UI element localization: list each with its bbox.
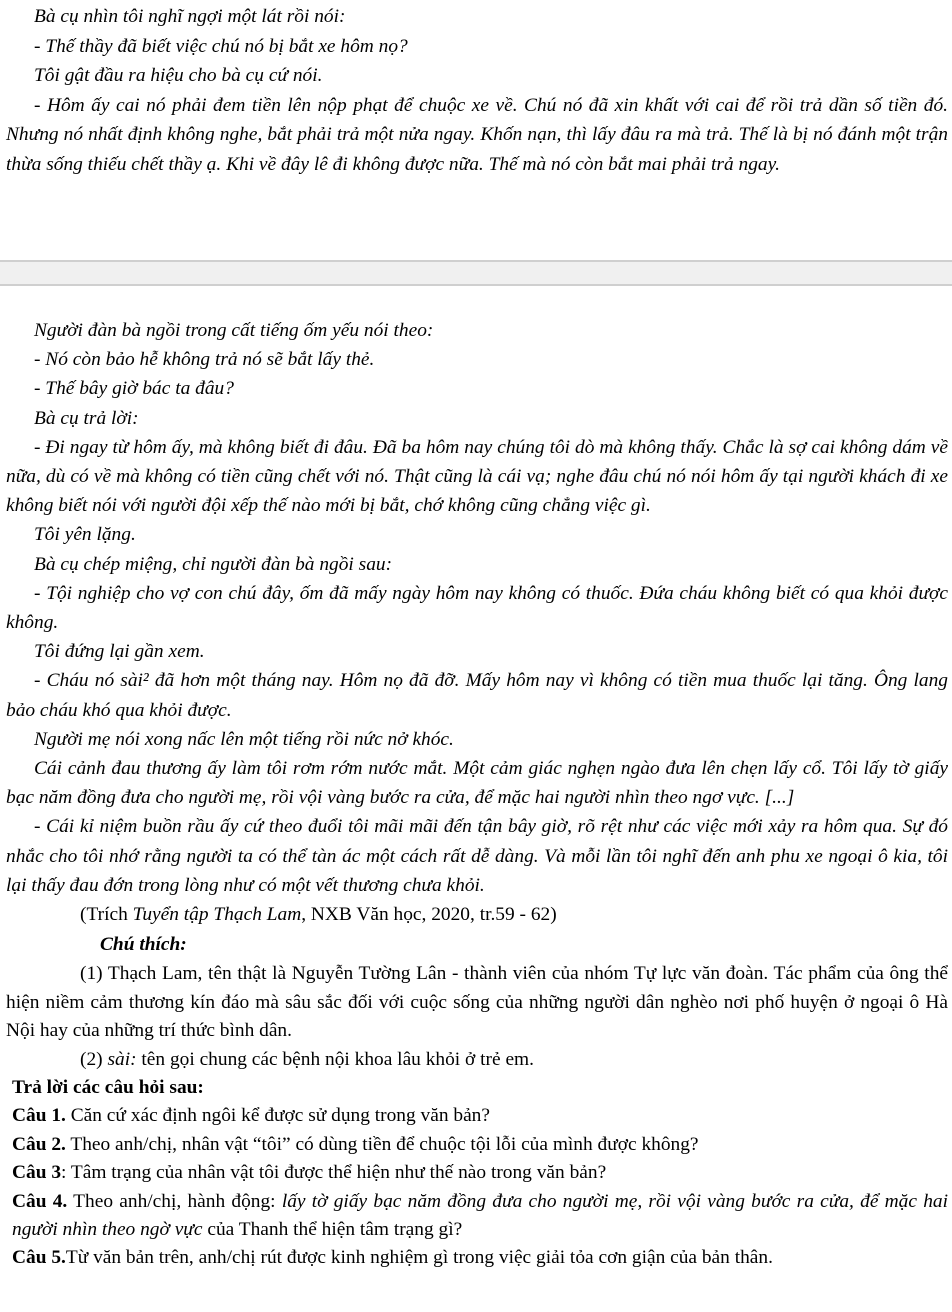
question-5-text: Từ văn bản trên, anh/chị rút được kinh nghiệm gì trong việc giải tỏa cơn giận của bản thân. <box>65 1247 773 1269</box>
source-suffix: , NXB Văn học, 2020, tr.59 - 62) <box>301 904 557 926</box>
question-5 <box>0 1244 952 1272</box>
paragraph: Cái cảnh đau thương ấy làm tôi rơm rớm nước mắt. Một cảm giác nghẹn ngào đưa lên chẹn lấy cổ. Tôi lấy tờ giấy bạc năm đồng đưa cho người mẹ, rồi vội vàng bước ra cửa, để mặc hai người nhìn theo ngơ vực. [...] <box>6 758 948 809</box>
question-4-text-b: của Thanh thể hiện tâm trạng gì? <box>202 1219 463 1241</box>
question-3-label: Câu 3 <box>12 1162 62 1184</box>
question-1-label: Câu 1. <box>12 1105 66 1127</box>
source-title: Tuyển tập Thạch Lam <box>132 904 302 926</box>
question-4-label: Câu 4. <box>12 1190 68 1212</box>
notes-title: Chú thích: <box>100 934 187 956</box>
source-prefix: (Trích <box>80 904 133 926</box>
paragraph: - Cháu nó sài² đã hơn một tháng nay. Hôm nọ đã đỡ. Mấy hôm nay vì không có tiền mua thuốc lại tăng. Ông lang bảo cháu khó qua khỏi được. <box>6 670 948 721</box>
paragraph: Tôi gật đầu ra hiệu cho bà cụ cứ nói. <box>34 65 323 87</box>
paragraph: - Thế thầy đã biết việc chú nó bị bắt xe hôm nọ? <box>34 35 408 57</box>
paragraph: - Thế bây giờ bác ta đâu? <box>34 378 234 400</box>
excerpt-top <box>0 2 952 180</box>
paragraph: Tôi yên lặng. <box>34 524 136 546</box>
note-2-prefix: (2) <box>80 1048 108 1070</box>
paragraph: - Tội nghiệp cho vợ con chú đây, ốm đã mấy ngày hôm nay không có thuốc. Đứa cháu không biết có qua khỏi được không. <box>6 582 948 634</box>
paragraph: - Đi ngay từ hôm ấy, mà không biết đi đâu. Đã ba hôm nay chúng tôi dò mà không thấy. Chắc là sợ cai không dám về nữa, dù có về mà không có tiền cũng chết với nó. Thật cũng là cái vạ; nghe đâu chú nó nói hôm ấy tại người khách đi xe không biết nói với người đội xếp thế nào mới bị bắt, chớ không cũng chẳng việc gì. <box>6 436 948 517</box>
question-2-label: Câu 2. <box>12 1133 66 1155</box>
question-2 <box>0 1131 952 1159</box>
paragraph: Bà cụ chép miệng, chỉ người đàn bà ngồi sau: <box>34 553 393 575</box>
source-citation <box>0 900 952 930</box>
paragraph: - Cái kỉ niệm buồn rầu ấy cứ theo đuổi tôi mãi mãi đến tận bây giờ, rõ rệt như các việc mới xảy ra hôm qua. Sự đó nhắc cho tôi nhớ rằng người ta có thể tàn ác một cách rất dễ dàng. Và mỗi lần tôi nghĩ đến anh phu xe ngoại ô kia, tôi lại thấy đau đớn trong lòng như có một vết thương chưa khỏi. <box>6 816 948 896</box>
note-2-text: tên gọi chung các bệnh nội khoa lâu khỏi ở trẻ em. <box>136 1048 534 1070</box>
question-4-quote: lấy tờ giấy bạc năm đồng đưa cho người mẹ, rồi vội vàng bước ra cửa, để mặc hai người nhìn theo ngờ vực <box>12 1190 949 1241</box>
question-4-text-a: Theo anh/chị, hành động: <box>67 1190 282 1212</box>
question-1 <box>0 1102 952 1130</box>
note-2-term: sài: <box>107 1048 137 1070</box>
note-1: (1) Thạch Lam, tên thật là Nguyễn Tường Lân - thành viên của nhóm Tự lực văn đoàn. Tác phẩm của ông thể hiện niềm cảm thương kín đáo mà sâu sắc đối với cuộc sống của những người dân nghèo nơi phố huyện ở ngoại ô Hà Nội hay của những trí thức bình dân. <box>6 963 948 1042</box>
question-3-text: : Tâm trạng của nhân vật tôi được thể hiện như thế nào trong văn bản? <box>61 1162 607 1184</box>
paragraph: Tôi đứng lại gần xem. <box>34 641 205 663</box>
question-2-text: Theo anh/chị, nhân vật “tôi” có dùng tiền để chuộc tội lỗi của mình được không? <box>65 1133 699 1155</box>
paragraph: - Nó còn bảo hễ không trả nó sẽ bắt lấy thẻ. <box>34 349 375 371</box>
paragraph: - Hôm ấy cai nó phải đem tiền lên nộp phạt để chuộc xe về. Chú nó đã xin khất với cai để rồi trả dần số tiền đó. Nhưng nó nhất định không nghe, bắt phải trả một nửa ngay. Khốn nạn, thì lấy đâu ra mà trả. Thế là bị nó đánh một trận thừa sống thiếu chết thầy ạ. Khi về đây lê đi không được nữa. Thế mà nó còn bắt mai phải trả ngay. <box>6 94 948 175</box>
excerpt-bottom <box>0 316 952 1273</box>
page-break-separator <box>0 260 952 286</box>
paragraph: Bà cụ trả lời: <box>34 407 139 429</box>
paragraph: Người mẹ nói xong nấc lên một tiếng rồi nức nở khóc. <box>34 728 454 750</box>
paragraph: Bà cụ nhìn tôi nghĩ ngợi một lát rồi nói: <box>34 6 346 27</box>
question-5-label: Câu 5. <box>12 1247 66 1269</box>
questions-heading: Trả lời các câu hỏi sau: <box>12 1077 204 1099</box>
note-2 <box>0 1046 952 1075</box>
question-3 <box>0 1159 952 1187</box>
paragraph: Người đàn bà ngồi trong cất tiếng ốm yếu nói theo: <box>34 320 434 341</box>
question-4 <box>0 1188 952 1245</box>
question-1-text: Căn cứ xác định ngôi kể được sử dụng trong văn bản? <box>65 1105 490 1127</box>
